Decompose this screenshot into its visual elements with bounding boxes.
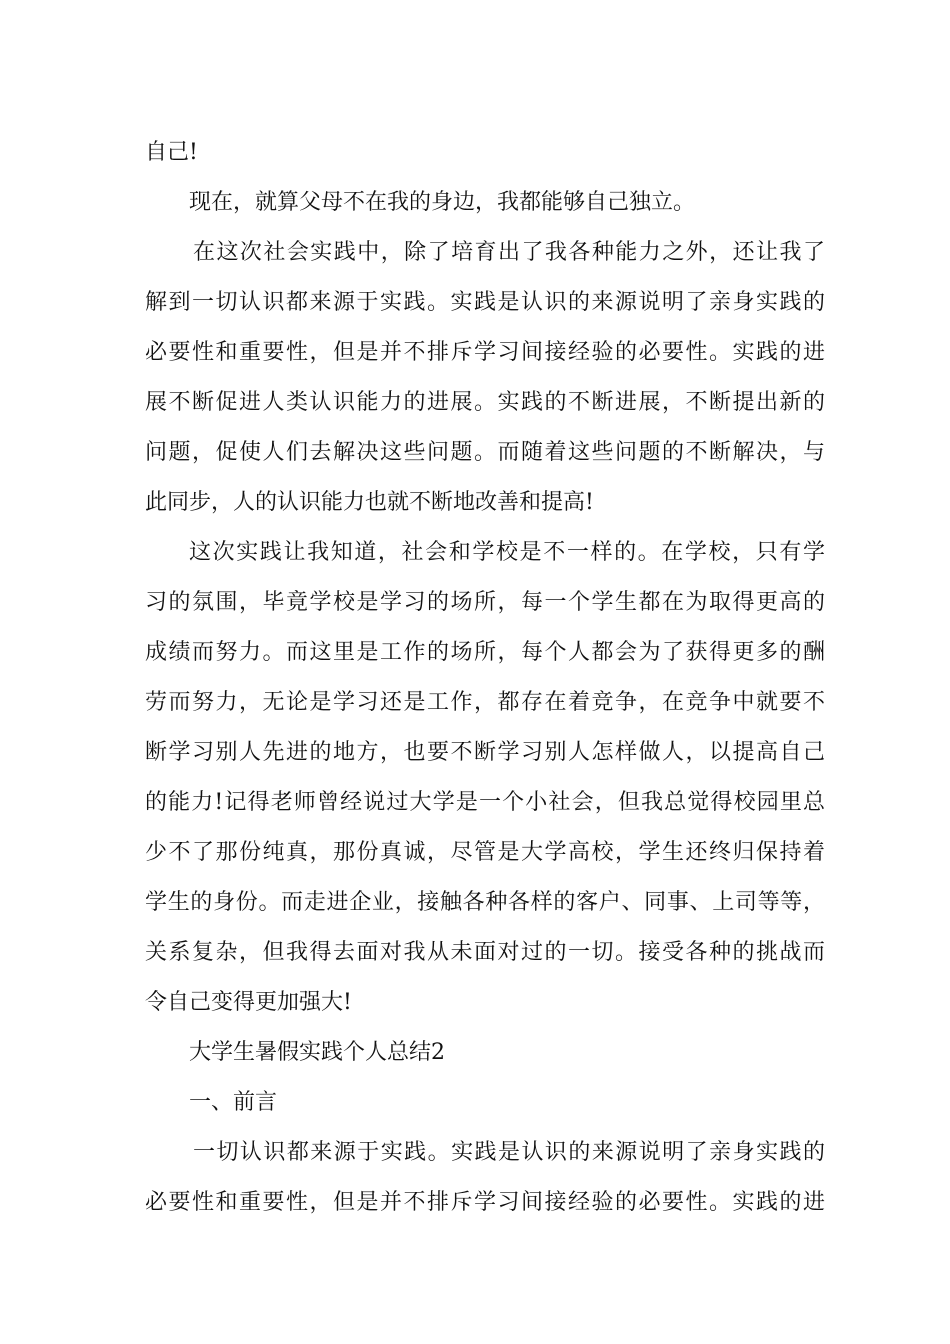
text-line: 劳而努力，无论是学习还是工作，都存在着竞争，在竞争中就要不 bbox=[145, 690, 825, 715]
text-line: 自己! bbox=[145, 140, 198, 165]
text-line: 的能力!记得老师曾经说过大学是一个小社会，但我总觉得校园里总 bbox=[145, 790, 825, 815]
text-line: 令自己变得更加强大! bbox=[145, 990, 352, 1015]
text-line: 必要性和重要性，但是并不排斥学习间接经验的必要性。实践的进 bbox=[145, 340, 825, 365]
text-line: 此同步，人的认识能力也就不断地改善和提高! bbox=[145, 490, 594, 515]
section-heading: 大学生暑假实践个人总结2 bbox=[189, 1040, 445, 1065]
text-line: 成绩而努力。而这里是工作的场所，每个人都会为了获得更多的酬 bbox=[145, 640, 825, 665]
text-line: 解到一切认识都来源于实践。实践是认识的来源说明了亲身实践的 bbox=[145, 290, 825, 315]
text-line: 关系复杂，但我得去面对我从未面对过的一切。接受各种的挑战而 bbox=[145, 940, 825, 965]
paragraph-line: 这次实践让我知道，社会和学校是不一样的。在学校，只有学 bbox=[189, 540, 825, 565]
document-body bbox=[145, 131, 825, 1231]
text-line: 必要性和重要性，但是并不排斥学习间接经验的必要性。实践的进 bbox=[145, 1190, 825, 1215]
paragraph-line: 现在，就算父母不在我的身边，我都能够自己独立。 bbox=[189, 190, 696, 215]
text-line: 学生的身份。而走进企业，接触各种各样的客户、同事、上司等等， bbox=[145, 890, 825, 915]
text-line: 习的氛围，毕竟学校是学习的场所，每一个学生都在为取得更高的 bbox=[145, 590, 825, 615]
subsection-heading: 一、前言 bbox=[189, 1090, 278, 1115]
text-line: 问题，促使人们去解决这些问题。而随着这些问题的不断解决，与 bbox=[145, 440, 825, 465]
paragraph-line: 一切认识都来源于实践。实践是认识的来源说明了亲身实践的 bbox=[193, 1140, 825, 1165]
paragraph-line: 在这次社会实践中，除了培育出了我各种能力之外，还让我了 bbox=[193, 240, 825, 265]
text-line: 断学习别人先进的地方，也要不断学习别人怎样做人，以提高自己 bbox=[145, 740, 825, 765]
text-line: 展不断促进人类认识能力的进展。实践的不断进展，不断提出新的 bbox=[145, 390, 825, 415]
text-line: 少不了那份纯真，那份真诚，尽管是大学高校，学生还终归保持着 bbox=[145, 840, 825, 865]
